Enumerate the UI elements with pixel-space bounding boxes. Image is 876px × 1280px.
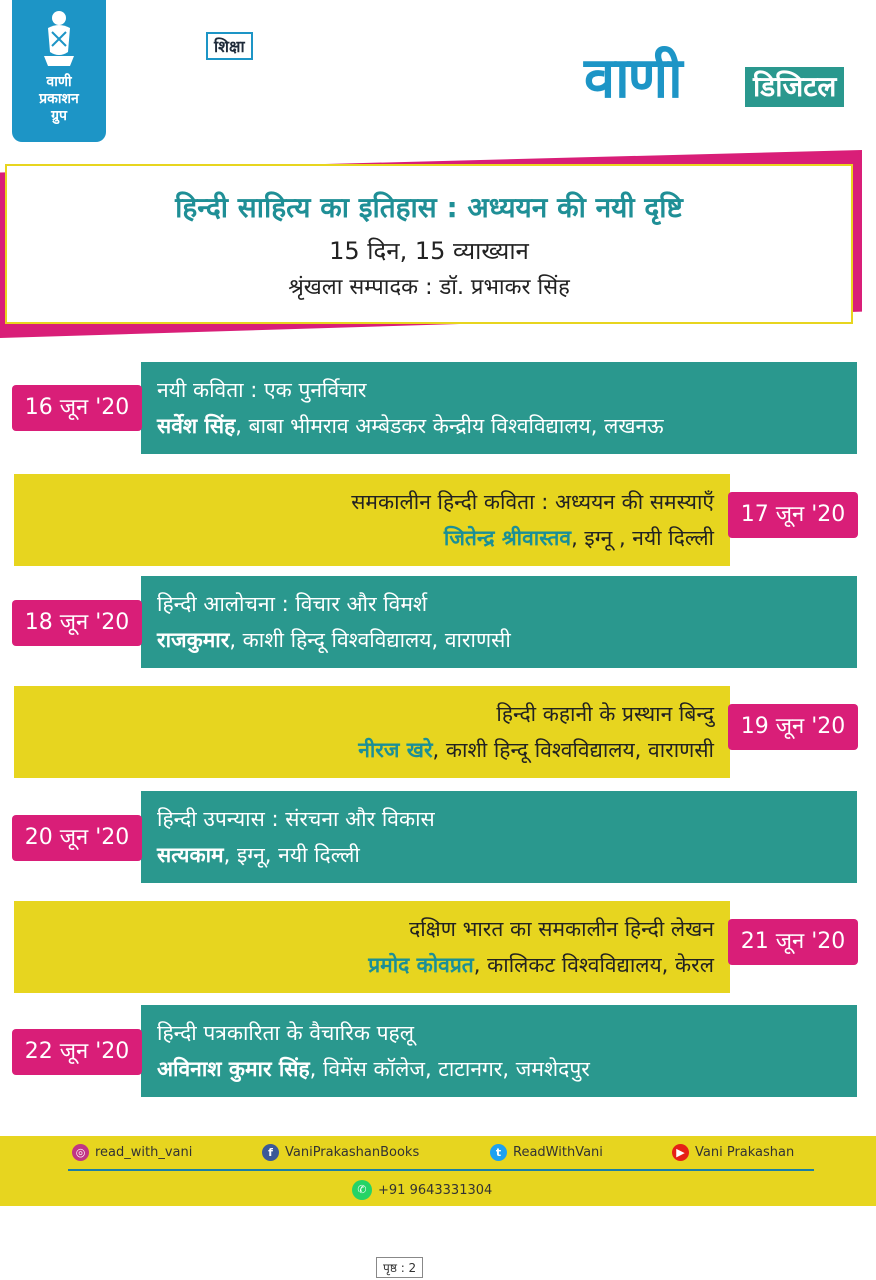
- lecture-card: [141, 1005, 857, 1097]
- lecture-topic: हिन्दी पत्रकारिता के वैचारिक पहलू: [157, 1021, 414, 1045]
- youtube-icon: ▶: [672, 1144, 689, 1161]
- footer-divider: [68, 1169, 814, 1171]
- lecture-date: 17 जून '20: [728, 492, 858, 538]
- vani-digital-brand: [584, 33, 859, 113]
- lecture-topic: हिन्दी आलोचना : विचार और विमर्श: [157, 592, 428, 616]
- publisher-logo: [12, 0, 106, 142]
- twitter-icon: t: [490, 1144, 507, 1161]
- logo-line-1: वाणी: [46, 74, 72, 90]
- speaker-name: प्रमोद कोवप्रत: [368, 953, 474, 977]
- lecture-topic: समकालीन हिन्दी कविता : अध्ययन की समस्याएँ: [351, 490, 714, 514]
- lecture-card: [14, 686, 730, 778]
- lecture-card: [14, 901, 730, 993]
- instagram-link[interactable]: [72, 1144, 192, 1161]
- speaker-affiliation: , काशी हिन्दू विश्वविद्यालय, वाराणसी: [432, 738, 714, 762]
- whatsapp-icon: ✆: [352, 1180, 372, 1200]
- facebook-icon: f: [262, 1144, 279, 1161]
- page-number: पृष्ठ : 2: [376, 1257, 423, 1278]
- speaker-affiliation: , काशी हिन्दू विश्वविद्यालय, वाराणसी: [229, 628, 511, 652]
- speaker-name: नीरज खरे: [358, 738, 433, 762]
- lecture-date: 20 जून '20: [12, 815, 142, 861]
- lecture-topic: हिन्दी कहानी के प्रस्थान बिन्दु: [496, 702, 714, 726]
- speaker-name: सत्यकाम: [157, 843, 224, 867]
- youtube-handle: Vani Prakashan: [695, 1145, 795, 1160]
- speaker-name: सर्वेश सिंह: [157, 414, 236, 438]
- instagram-handle: read_with_vani: [95, 1145, 193, 1160]
- lecture-topic: नयी कविता : एक पुनर्विचार: [157, 378, 367, 402]
- brand-main-text: वाणी: [584, 46, 681, 111]
- lecture-card: [141, 576, 857, 668]
- whatsapp-contact[interactable]: [352, 1180, 492, 1200]
- speaker-affiliation: , इग्नू , नयी दिल्ली: [571, 526, 714, 550]
- social-footer: [0, 1136, 876, 1206]
- speaker-name: अविनाश कुमार सिंह: [157, 1057, 310, 1081]
- speaker-affiliation: , इग्नू, नयी दिल्ली: [223, 843, 360, 867]
- twitter-link[interactable]: [490, 1144, 603, 1161]
- logo-line-3: ग्रुप: [51, 108, 67, 124]
- brand-sub-text: डिजिटल: [745, 67, 844, 107]
- speaker-affiliation: , कालिकट विश्वविद्यालय, केरल: [473, 953, 714, 977]
- lecture-card: [14, 474, 730, 566]
- lecture-card: [141, 362, 857, 454]
- youtube-link[interactable]: [672, 1144, 794, 1161]
- twitter-handle: ReadWithVani: [513, 1145, 603, 1160]
- speaker-affiliation: , विमेंस कॉलेज, टाटानगर, जमशेदपुर: [309, 1057, 590, 1081]
- series-title: हिन्दी साहित्य का इतिहास : अध्ययन की नयी दृष्टि: [175, 191, 683, 224]
- brand-tag: शिक्षा: [206, 32, 253, 60]
- speaker-affiliation: , बाबा भीमराव अम्बेडकर केन्द्रीय विश्वविद्यालय, लखनऊ: [235, 414, 664, 438]
- lecture-topic: हिन्दी उपन्यास : संरचना और विकास: [157, 807, 435, 831]
- lecture-date: 21 जून '20: [728, 919, 858, 965]
- lecture-date: 18 जून '20: [12, 600, 142, 646]
- saraswati-emblem-icon: [40, 8, 78, 68]
- phone-number: +91 9643331304: [378, 1182, 493, 1198]
- lecture-date: 16 जून '20: [12, 385, 142, 431]
- series-subtitle: 15 दिन, 15 व्याख्यान: [329, 237, 529, 265]
- lecture-topic: दक्षिण भारत का समकालीन हिन्दी लेखन: [409, 917, 714, 941]
- lecture-date: 22 जून '20: [12, 1029, 142, 1075]
- speaker-name: राजकुमार: [157, 628, 230, 652]
- logo-line-2: प्रकाशन: [39, 91, 79, 107]
- lecture-card: [141, 791, 857, 883]
- series-banner: [5, 164, 853, 324]
- speaker-name: जितेन्द्र श्रीवास्तव: [443, 526, 572, 550]
- lecture-date: 19 जून '20: [728, 704, 858, 750]
- instagram-icon: ◎: [72, 1144, 89, 1161]
- facebook-handle: VaniPrakashanBooks: [285, 1145, 420, 1160]
- facebook-link[interactable]: [262, 1144, 419, 1161]
- series-editor: श्रृंखला सम्पादक : डॉ. प्रभाकर सिंह: [288, 275, 570, 300]
